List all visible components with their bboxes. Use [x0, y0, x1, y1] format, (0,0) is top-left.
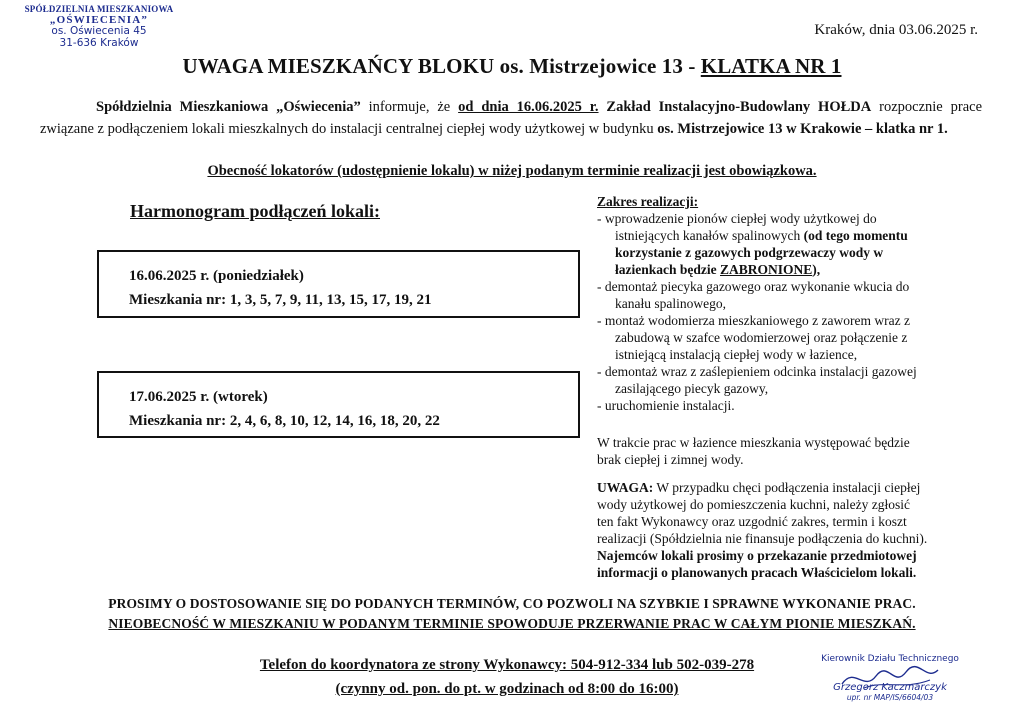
page-title	[0, 54, 1024, 79]
scope-item-1-line-4	[597, 261, 992, 278]
schedule-day-2-flats: Mieszkania nr: 2, 4, 6, 8, 10, 12, 14, 16, 18, 20, 22	[129, 413, 440, 429]
intro-text-1: informuje, że	[360, 99, 459, 115]
scope-item-2-line-2: kanału spalinowego,	[615, 296, 726, 311]
scope-item-1-line-2	[597, 227, 992, 244]
scope-heading: Zakres realizacji:	[597, 194, 699, 209]
cooperative-stamp	[14, 4, 184, 50]
kitchen-note-line-1: W przypadku chęci podłączenia instalacji ciepłej	[653, 480, 921, 495]
stamp-line-1: SPÓŁDZIELNIA MIESZKANIOWA	[24, 4, 174, 14]
scope-item-3-line-2: zabudową w szafce wodomierzowej oraz połączenie z	[615, 330, 908, 345]
schedule-day-1	[97, 250, 580, 318]
stamp-line-2: „OŚWIECENIA”	[49, 14, 149, 27]
scope-item-4-line-2: zasilającego piecyk gazowy,	[615, 381, 769, 396]
intro-paragraph	[40, 96, 982, 140]
during-works-line-1: W trakcie prac w łazience mieszkania występować będzie	[597, 435, 910, 450]
closing-line-2: NIEOBECNOŚĆ W MIESZKANIU W PODANYM TERMINIE SPOWODUJE PRZERWANIE PRAC W CAŁYM PIONIE MIESZKAŃ.	[108, 616, 916, 631]
stamp-line-3: os. Oświecenia 45	[51, 25, 147, 38]
intro-start-date: od dnia 16.06.2025 r.	[458, 99, 599, 115]
kitchen-note-line-2: wody użytkowej do pomieszczenia kuchni, należy zgłosić	[597, 497, 911, 512]
signature-name: Grzegorz Kaczmarczyk	[833, 682, 947, 693]
tenants-note-line-1: Najemców lokali prosimy o przekazanie przedmiotowej	[597, 548, 917, 563]
signature-scribble-icon	[834, 662, 944, 696]
schedule-day-1-date: 16.06.2025 r. (poniedziałek)	[129, 268, 304, 284]
scope-item-5: - uruchomienie instalacji.	[597, 398, 735, 413]
coordinator-phone: Telefon do koordynatora ze strony Wykonawcy: 504-912-334 lub 502-039-278	[259, 657, 755, 673]
kitchen-note-label: UWAGA:	[597, 480, 654, 495]
title-klatka: KLATKA NR 1	[700, 54, 842, 78]
coordinator-hours: (czynny od. pon. do pt. w godzinach od 8:00 do 16:00)	[335, 681, 679, 697]
scope-prohibited: ZABRONIONE	[720, 262, 813, 277]
scope-item-1-bold: (od tego momentu	[803, 228, 908, 243]
scope-item-4-line-1: - demontaż wraz z zaślepieniem odcinka instalacji gazowej	[597, 364, 917, 379]
scope-item-1-end: ),	[812, 262, 821, 277]
schedule-title: Harmonogram podłączeń lokali:	[130, 201, 380, 221]
intro-location: os. Mistrzejowice 13 w Krakowie – klatka nr 1.	[657, 121, 948, 137]
kitchen-note-line-4: realizacji (Spółdzielnia nie finansuje podłączenia do kuchni).	[597, 531, 928, 546]
during-works-line-2: brak ciepłej i zimnej wody.	[597, 452, 744, 467]
scope-item-1-bold-2: łazienkach będzie	[615, 262, 720, 277]
schedule-day-2	[97, 371, 580, 438]
scope-item-3-line-1: - montaż wodomierza mieszkaniowego z zaworem wraz z	[597, 313, 910, 328]
scope-item-1-line-1: - wprowadzenie pionów ciepłej wody użytkowej do	[597, 211, 877, 226]
schedule-day-2-date: 17.06.2025 r. (wtorek)	[129, 389, 268, 405]
intro-contractor: Zakład Instalacyjno-Budowlany HOŁDA	[598, 99, 872, 115]
scope-section	[597, 193, 992, 414]
tenants-note-line-2: informacji o planowanych pracach Właścicielom lokali.	[597, 565, 917, 580]
stamp-line-4: 31-636 Kraków	[59, 37, 139, 50]
scope-item-1-line-3: korzystanie z gazowych podgrzewaczy wody w	[615, 245, 884, 260]
intro-cooperative: Spółdzielnia Mieszkaniowa „Oświecenia”	[96, 99, 361, 115]
during-works-note	[597, 434, 992, 468]
intro-text-2: rozpocznie prace związane z podłączeniem lokali mieszkalnych do instalacji centralnej ciepłej wody użytkowej w budynku	[40, 99, 983, 137]
signature-role: Kierownik Działu Technicznego	[821, 654, 959, 664]
scope-item-3-line-3: istniejącą instalacją ciepłej wody w łazience,	[615, 347, 858, 362]
schedule-day-1-flats: Mieszkania nr: 1, 3, 5, 7, 9, 11, 13, 15, 17, 19, 21	[129, 292, 432, 308]
signature-stamp	[810, 654, 970, 702]
presence-notice: Obecność lokatorów (udostępnienie lokalu) w niżej podanym terminie realizacji jest obowiązkowa.	[207, 163, 817, 179]
title-main: UWAGA MIESZKAŃCY BLOKU os. Mistrzejowice 13 -	[182, 54, 701, 78]
document-date: Kraków, dnia 03.06.2025 r.	[814, 22, 978, 38]
closing-line-1: PROSIMY O DOSTOSOWANIE SIĘ DO PODANYCH TERMINÓW, CO POZWOLI NA SZYBKIE I SPRAWNE WYKONANIE PRAC.	[108, 596, 916, 611]
scope-item-2-line-1: - demontaż piecyka gazowego oraz wykonanie wkucia do	[597, 279, 910, 294]
kitchen-note	[597, 479, 992, 581]
signature-licence: upr. nr MAP/IS/6604/03	[846, 693, 934, 702]
kitchen-note-line-3: ten fakt Wykonawcy oraz uzgodnić zakres, termin i koszt	[597, 514, 907, 529]
scope-item-1-text: istniejących kanałów spalinowych	[615, 228, 804, 243]
